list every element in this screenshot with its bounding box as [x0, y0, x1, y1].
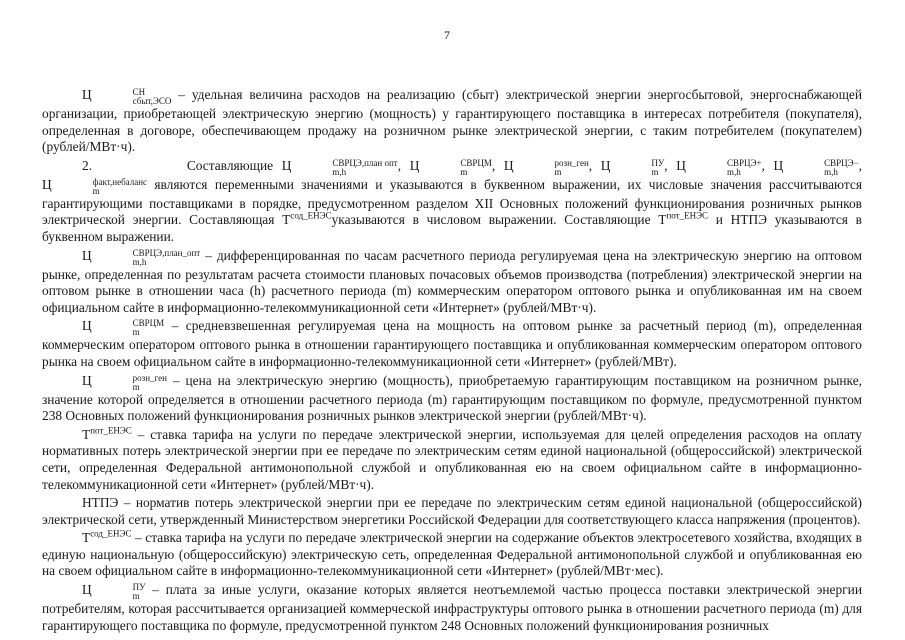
symbol-c-svrce-minus: Ц СВРЦЭ− m,h — [773, 157, 859, 177]
paragraph-t-pot-enes: $Т^{пот\_ЕНЭС}$ – ставка тарифа на услуги по передаче электрической энергии, используемая для целей определения расходов на оплату нормативных потерь электрической энергии при ее передаче по электрическим сетям единой национальной (общероссийской) электрической сети, определенная Федеральной антимонопольной службой и опубликованная ею на своем официальном сайте в информационно-телекоммуникационной сети «Интернет» (рублей/МВт·ч). — [42, 425, 862, 492]
paragraph-c-svrce-plan-opt: Ц СВРЦЭ,план_опт m,h – дифференцированная по часам расчетного периода регулируемая цена на электрическую энергию на оптовом рынке, определенная по результатам расчета стоимости плановых почасовых объемов производства (потребления) электрической энергии на оптовом рынке в отношении часа (h) расчетного периода (m) коммерческим оператором оптового рынка и опубликованная им на своем официальном сайте в информационно-телекоммуникационной сети «Интернет» (рублей/МВт·ч). — [42, 247, 862, 315]
paragraph-c-pu: Ц ПУ m – плата за иные услуги, оказание которых является неотъемлемой частью процесса поставки электрической энергии потребителям, которая рассчитывается организацией коммерческой инфраструктуры оптового рынка в отношении расчетного периода (m) для гарантирующего поставщика по формуле, предусмотренной пунктом 248 Основных положений функционирования розничных — [42, 582, 862, 633]
symbol-c-rozn-gen: Ц розн_ген m — [503, 157, 589, 177]
symbol-t-pot-enes: $Т^{пот\_ЕНЭС}$ — [658, 210, 709, 228]
symbol-t-sod-enes: $Т^{сод\_ЕНЭС}$ — [282, 210, 332, 228]
paragraph-c-rozn-gen: Ц розн_ген m – цена на электрическую энергию (мощность), приобретаемую гарантирующим поставщиком на розничном рынке, значение которой определяется в отношении расчетного периода (m) гарантирующим поставщиком по формуле, предусмотренной пунктом 238 Основных положений функционирования розничных рынков электрической энергии (рублей/МВт·ч). — [42, 372, 862, 424]
symbol-c-rozn-gen-def: Ц розн_ген m — [82, 372, 167, 392]
document-body — [42, 87, 862, 634]
symbol-t-pot-enes-def: $Т^{пот\_ЕНЭС}$ — [82, 425, 132, 442]
symbol-c-svrcm-def: Ц СВРЦМ m — [82, 318, 165, 338]
symbol-t-sod-enes-def: $Т^{сод\_ЕНЭС}$ — [82, 528, 132, 546]
symbol-c-svrce-plan-opt: Ц СВРЦЭ,план_опт m,h — [82, 247, 201, 267]
symbol-c-pu: Ц ПУ m — [600, 157, 665, 177]
paragraph-t-sod-enes: $Т^{сод\_ЕНЭС}$ – ставка тарифа на услуги по передаче электрической энергии на содержание объектов электросетевого хозяйства, входящих в единую национальную (общероссийскую) электрическую сеть, определенная Федеральной антимонопольной службой и опубликованная ею на своем официальном сайте в информационно-телекоммуникационной сети «Интернет» (рублей/МВт·мес). — [42, 528, 862, 579]
symbol-c-svrcm: Ц СВРЦМ m — [409, 157, 492, 177]
symbol-c-fakt: Ц факт,небаланс m — [42, 176, 148, 196]
symbol-c-svrce-plan: Ц СВРЦЭ,план опт m,h — [281, 157, 398, 177]
paragraph-sbyt-cost: Ц СН сбыт,ЭСО – удельная величина расходов на реализацию (сбыт) электрической энергии энергосбытовой, энергоснабжающей организации, приобретающей электрическую энергию (мощность) у гарантирующего поставщика в интересах потребителя (покупателя), определенная в договоре, обеспечивающем продажу на розничном рынке электрической энергии, с таким потребителем (покупателем) (рублей/МВт·ч). — [42, 87, 862, 155]
symbol-c-pu-def: Ц ПУ m — [82, 582, 146, 602]
symbol-c-sbyt: Ц СН сбыт,ЭСО — [82, 87, 172, 106]
page-number: 7 — [444, 28, 450, 42]
paragraph-ntpe: НТПЭ – норматив потерь электрической энергии при ее передаче по электрическим сетям единой национальной (общероссийской) электрической сети, утвержденный Министерством энергетики Российской Федерации для соответствующего класса напряжения (процентов). — [42, 495, 862, 527]
paragraph-components: 2. Составляющие Ц СВРЦЭ,план опт m,h , Ц СВРЦМ m , Ц розн_ген m , Ц ПУ m , Ц СВРЦЭ+ m,h , Ц СВРЦЭ− m,h , Ц факт,небаланс m являются переменными значениями и указываются в буквенном выражении, их числовые значения рассчитываются гарантирующими поставщиками в порядке, предусмотренном разделом XII Основных положений функционирования розничных рынков электрической энергии. Составляющая $Т^{сод\_ЕНЭС}указываются$ в числовом выражении. Составляющие $Т^{пот\_ЕНЭС}$ и НТПЭ указываются в буквенном выражении. — [42, 157, 863, 244]
paragraph-c-svrcm: Ц СВРЦМ m – средневзвешенная регулируемая цена на мощность на оптовом рынке за расчетный период (m), определенная коммерческим оператором оптового рынка в отношении гарантирующего поставщика и опубликованная коммерческим оператором оптового рынка на своем официальном сайте в информационно-телекоммуникационной сети «Интернет» (рублей/МВт). — [42, 318, 862, 369]
symbol-c-svrce-plus: Ц СВРЦЭ+ m,h — [676, 157, 762, 177]
